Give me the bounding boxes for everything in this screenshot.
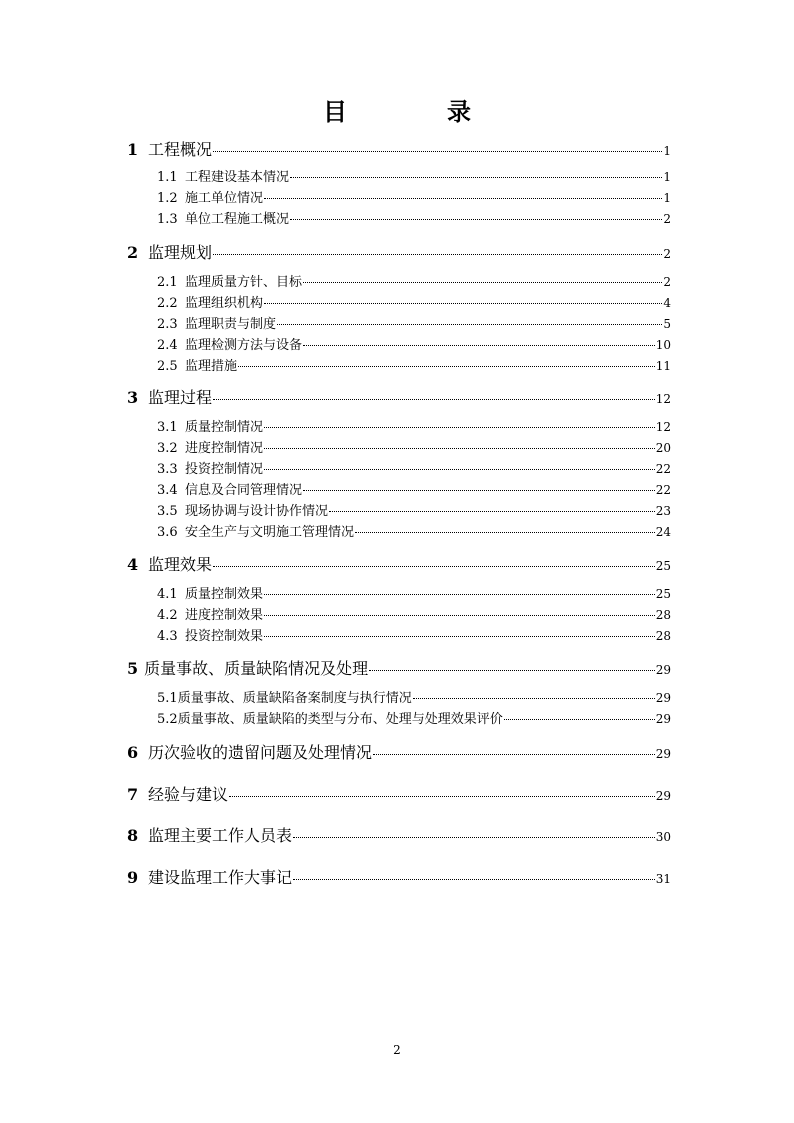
- toc-entry-number: 4.1: [157, 587, 178, 602]
- toc-entry-page-number: 2: [663, 275, 671, 289]
- toc-entry-number: 5: [127, 659, 139, 678]
- toc-entry-page-number: 28: [655, 608, 671, 622]
- toc-entry-page-number: 11: [655, 359, 671, 373]
- toc-section-entry[interactable]: [157, 500, 671, 519]
- toc-entry-title: 安全生产与文明施工管理情况: [185, 525, 355, 540]
- toc-chapter-entry[interactable]: [127, 137, 671, 160]
- toc-entry-number: 3.1: [157, 420, 178, 435]
- toc-entry-title: 监理质量方针、目标: [185, 275, 303, 290]
- toc-chapter-entry[interactable]: [127, 865, 671, 888]
- dot-leader: [213, 566, 655, 567]
- toc-entry-number: 7: [127, 785, 139, 804]
- toc-entry-number: 5.1: [157, 691, 178, 706]
- toc-entry-title: 单位工程施工概况: [185, 212, 290, 227]
- toc-entry-title: 施工单位情况: [185, 191, 264, 206]
- toc-entry-number: 2.2: [157, 296, 178, 311]
- dot-leader: [329, 511, 655, 512]
- toc-section-entry[interactable]: [157, 437, 671, 456]
- toc-entry-number: 1.2: [157, 191, 178, 206]
- toc-entry-title: 历次验收的遗留问题及处理情况: [148, 743, 373, 762]
- dot-leader: [213, 151, 662, 152]
- toc-section-entry[interactable]: [157, 187, 671, 206]
- dot-leader: [303, 490, 655, 491]
- toc-section-entry[interactable]: [157, 313, 671, 332]
- toc-entry-number: 4: [127, 555, 139, 574]
- dot-leader: [264, 469, 655, 470]
- toc-entry-title: 工程建设基本情况: [185, 170, 290, 185]
- toc-entry-number: 3.5: [157, 504, 178, 519]
- toc-entry-page-number: 22: [655, 483, 671, 497]
- toc-section-entry[interactable]: [157, 708, 671, 727]
- toc-entry-number: 9: [127, 868, 139, 887]
- toc-entry-title: 信息及合同管理情况: [185, 483, 303, 498]
- toc-section-entry[interactable]: [157, 292, 671, 311]
- dot-leader: [238, 366, 655, 367]
- toc-entry-number: 3.4: [157, 483, 178, 498]
- toc-section-entry[interactable]: [157, 479, 671, 498]
- toc-entry-title: 监理效果: [148, 555, 213, 574]
- toc-entry-title: 监理职责与制度: [185, 317, 277, 332]
- toc-entry-number: 3: [127, 388, 139, 407]
- toc-entry-title: 进度控制效果: [185, 608, 264, 623]
- toc-entry-title: 工程概况: [148, 140, 213, 159]
- toc-entry-title: 监理过程: [148, 388, 213, 407]
- toc-entry-page-number: 25: [655, 587, 671, 601]
- toc-chapter-entry[interactable]: [127, 240, 671, 263]
- toc-entry-number: 1.1: [157, 170, 178, 185]
- toc-section-entry[interactable]: [157, 334, 671, 353]
- toc-entry-number: 5.2: [157, 712, 178, 727]
- toc-chapter-entry[interactable]: [127, 740, 671, 763]
- toc-section-entry[interactable]: [157, 416, 671, 435]
- toc-entry-number: 2.1: [157, 275, 178, 290]
- toc-entry-number: 6: [127, 743, 139, 762]
- toc-section-entry[interactable]: [157, 208, 671, 227]
- toc-entry-page-number: 20: [655, 441, 671, 455]
- toc-entry-number: 1.3: [157, 212, 178, 227]
- toc-chapter-entry[interactable]: [127, 552, 671, 575]
- toc-entry-title: 进度控制情况: [185, 441, 264, 456]
- toc-entry-number: 2.4: [157, 338, 178, 353]
- toc-entry-title: 现场协调与设计协作情况: [185, 504, 329, 519]
- toc-entry-page-number: 23: [655, 504, 671, 518]
- toc-entry-title: 监理检测方法与设备: [185, 338, 303, 353]
- toc-entry-title: 质量事故、质量缺陷情况及处理: [144, 659, 369, 678]
- toc-entry-page-number: 1: [663, 191, 671, 205]
- dot-leader: [355, 532, 655, 533]
- page-number: 2: [393, 1043, 401, 1057]
- dot-leader: [369, 670, 655, 671]
- toc-entry-page-number: 30: [655, 830, 671, 844]
- dot-leader: [264, 427, 655, 428]
- dot-leader: [213, 254, 662, 255]
- dot-leader: [264, 303, 662, 304]
- dot-leader: [264, 198, 662, 199]
- dot-leader: [264, 615, 655, 616]
- toc-entry-title: 质量控制效果: [185, 587, 264, 602]
- toc-chapter-entry[interactable]: [127, 656, 671, 679]
- toc-section-entry[interactable]: [157, 355, 671, 374]
- toc-entry-page-number: 28: [655, 629, 671, 643]
- dot-leader: [290, 177, 662, 178]
- toc-entry-title: 监理主要工作人员表: [148, 826, 293, 845]
- toc-entry-page-number: 29: [655, 712, 671, 726]
- dot-leader: [303, 345, 655, 346]
- dot-leader: [264, 636, 655, 637]
- toc-entry-title: 质量事故、质量缺陷的类型与分布、处理与处理效果评价: [177, 712, 503, 727]
- toc-section-entry[interactable]: [157, 521, 671, 540]
- toc-entry-page-number: 29: [655, 691, 671, 705]
- toc-chapter-entry[interactable]: [127, 782, 671, 805]
- toc-entry-number: 8: [127, 826, 139, 845]
- toc-section-entry[interactable]: [157, 687, 671, 706]
- toc-entry-page-number: 4: [663, 296, 671, 310]
- page-title: 目 录: [323, 98, 509, 126]
- dot-leader: [504, 719, 655, 720]
- dot-leader: [264, 594, 655, 595]
- dot-leader: [277, 324, 662, 325]
- dot-leader: [229, 796, 655, 797]
- toc-section-entry[interactable]: [157, 458, 671, 477]
- toc-entry-page-number: 29: [655, 663, 671, 677]
- toc-entry-page-number: 24: [655, 525, 671, 539]
- toc-section-entry[interactable]: [157, 271, 671, 290]
- toc-entry-page-number: 22: [655, 462, 671, 476]
- toc-entry-number: 2.3: [157, 317, 178, 332]
- dot-leader: [413, 698, 655, 699]
- dot-leader: [264, 448, 655, 449]
- toc-entry-title: 质量事故、质量缺陷备案制度与执行情况: [177, 691, 412, 706]
- toc-entry-page-number: 1: [663, 170, 671, 184]
- toc-entry-page-number: 10: [655, 338, 671, 352]
- toc-entry-title: 投资控制情况: [185, 462, 264, 477]
- toc-entry-page-number: 25: [655, 559, 671, 573]
- toc-entry-page-number: 29: [655, 789, 671, 803]
- toc-entry-page-number: 2: [663, 247, 671, 261]
- toc-entry-number: 2: [127, 243, 139, 262]
- dot-leader: [293, 879, 655, 880]
- toc-entry-title: 经验与建议: [148, 785, 229, 804]
- toc-section-entry[interactable]: [157, 583, 671, 602]
- toc-entry-number: 3.2: [157, 441, 178, 456]
- toc-entry-page-number: 12: [655, 392, 671, 406]
- dot-leader: [290, 219, 662, 220]
- toc-section-entry[interactable]: [157, 625, 671, 644]
- toc-entry-page-number: 31: [655, 872, 671, 886]
- toc-entry-title: 监理规划: [148, 243, 213, 262]
- toc-entry-page-number: 1: [663, 144, 671, 158]
- toc-entry-page-number: 12: [655, 420, 671, 434]
- toc-entry-number: 4.3: [157, 629, 178, 644]
- toc-chapter-entry[interactable]: [127, 385, 671, 408]
- dot-leader: [213, 399, 655, 400]
- toc-entry-number: 1: [127, 140, 139, 159]
- toc-entry-number: 4.2: [157, 608, 178, 623]
- toc-section-entry[interactable]: [157, 604, 671, 623]
- toc-entry-title: 监理组织机构: [185, 296, 264, 311]
- toc-entry-number: 3.6: [157, 525, 178, 540]
- dot-leader: [293, 837, 655, 838]
- toc-entry-title: 建设监理工作大事记: [148, 868, 293, 887]
- toc-entry-number: 2.5: [157, 359, 178, 374]
- dot-leader: [373, 754, 655, 755]
- toc-entry-title: 质量控制情况: [185, 420, 264, 435]
- toc-chapter-entry[interactable]: [127, 823, 671, 846]
- toc-entry-page-number: 2: [663, 212, 671, 226]
- toc-entry-number: 3.3: [157, 462, 178, 477]
- toc-entry-title: 投资控制效果: [185, 629, 264, 644]
- toc-entry-page-number: 29: [655, 747, 671, 761]
- toc-entry-page-number: 5: [663, 317, 671, 331]
- toc-section-entry[interactable]: [157, 166, 671, 185]
- dot-leader: [303, 282, 662, 283]
- toc-entry-title: 监理措施: [185, 359, 238, 374]
